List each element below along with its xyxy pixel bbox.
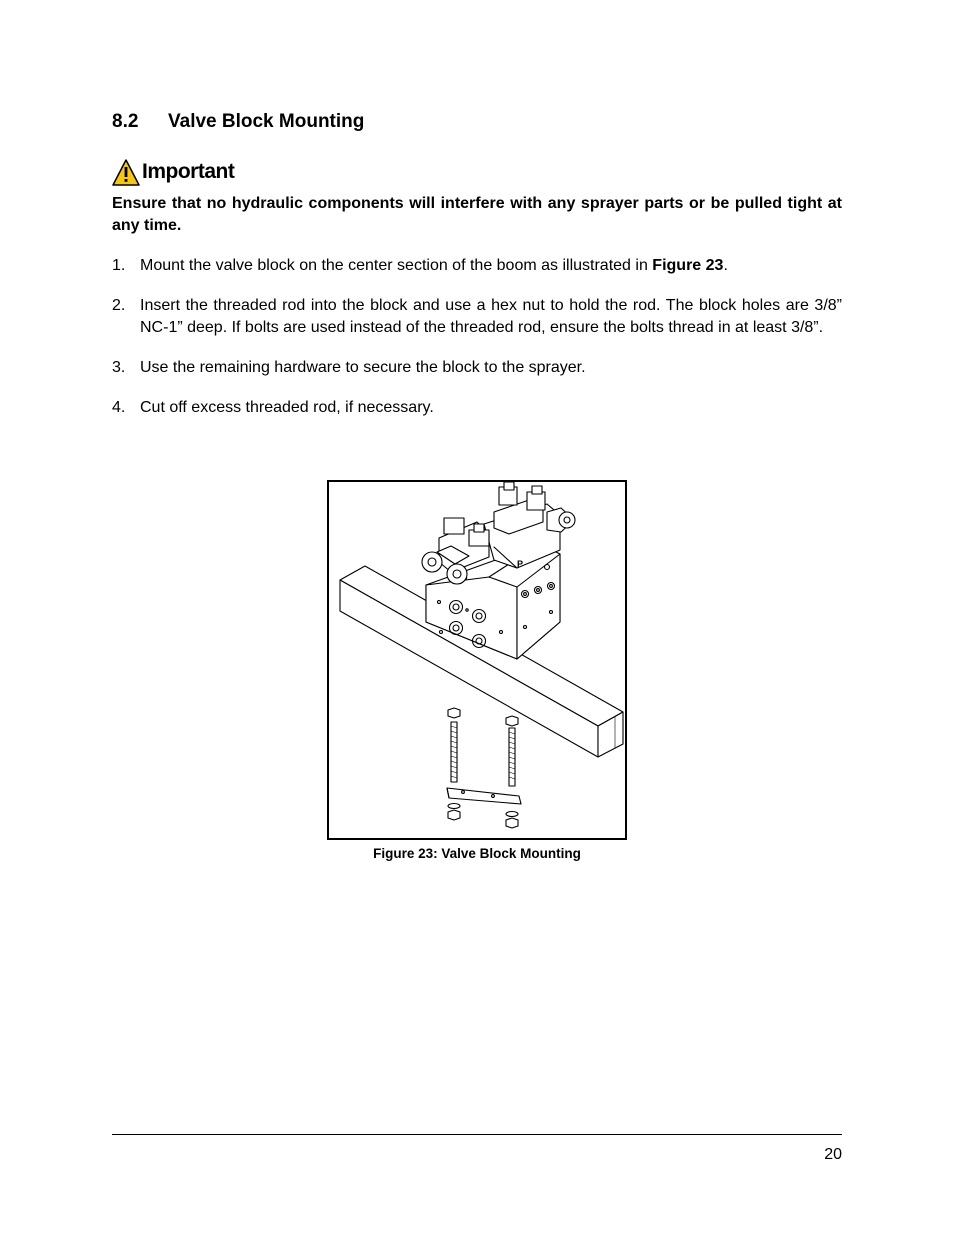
step-text (140, 255, 842, 277)
step-text: Insert the threaded rod into the block and use a hex nut to hold the rod. The block holes are 3/8” NC-1” deep. If bolts are used instead of the threaded rod, ensure the bolts thread in at least 3/8”. (140, 297, 842, 336)
footer-divider (112, 1134, 842, 1135)
important-label: Important (142, 160, 235, 183)
step-text: Use the remaining hardware to secure the block to the sprayer. (140, 359, 586, 376)
figure-caption: Figure 23: Valve Block Mounting (373, 846, 581, 861)
section-title: Valve Block Mounting (168, 111, 365, 132)
clamp-plate (447, 788, 521, 804)
instruction-list (112, 255, 842, 437)
threaded-rods (448, 708, 518, 786)
figure-23 (327, 480, 627, 840)
list-item (112, 397, 842, 419)
warning-triangle-icon (112, 159, 140, 186)
section-heading (112, 111, 364, 133)
step-text: Cut off excess threaded rod, if necessary. (140, 399, 434, 416)
figure-reference: Figure 23 (652, 257, 724, 274)
step-number: 3. (112, 359, 126, 376)
list-item (112, 255, 842, 277)
step-number: 1. (112, 257, 126, 274)
page-number: 20 (824, 1146, 842, 1163)
step-number: 2. (112, 297, 126, 314)
valve-block-illustration (329, 482, 625, 838)
step-text-part: Mount the valve block on the center section of the boom as illustrated in (140, 257, 653, 274)
step-text-part: . (723, 257, 728, 274)
important-text: Ensure that no hydraulic components will interfere with any sprayer parts or be pulled tight at any time. (112, 195, 842, 234)
step-number: 4. (112, 399, 126, 416)
list-item (112, 357, 842, 379)
section-number: 8.2 (112, 111, 139, 132)
important-notice (112, 157, 234, 187)
port-label: P (517, 559, 524, 569)
hardware-nuts (448, 804, 518, 829)
list-item (112, 295, 842, 339)
